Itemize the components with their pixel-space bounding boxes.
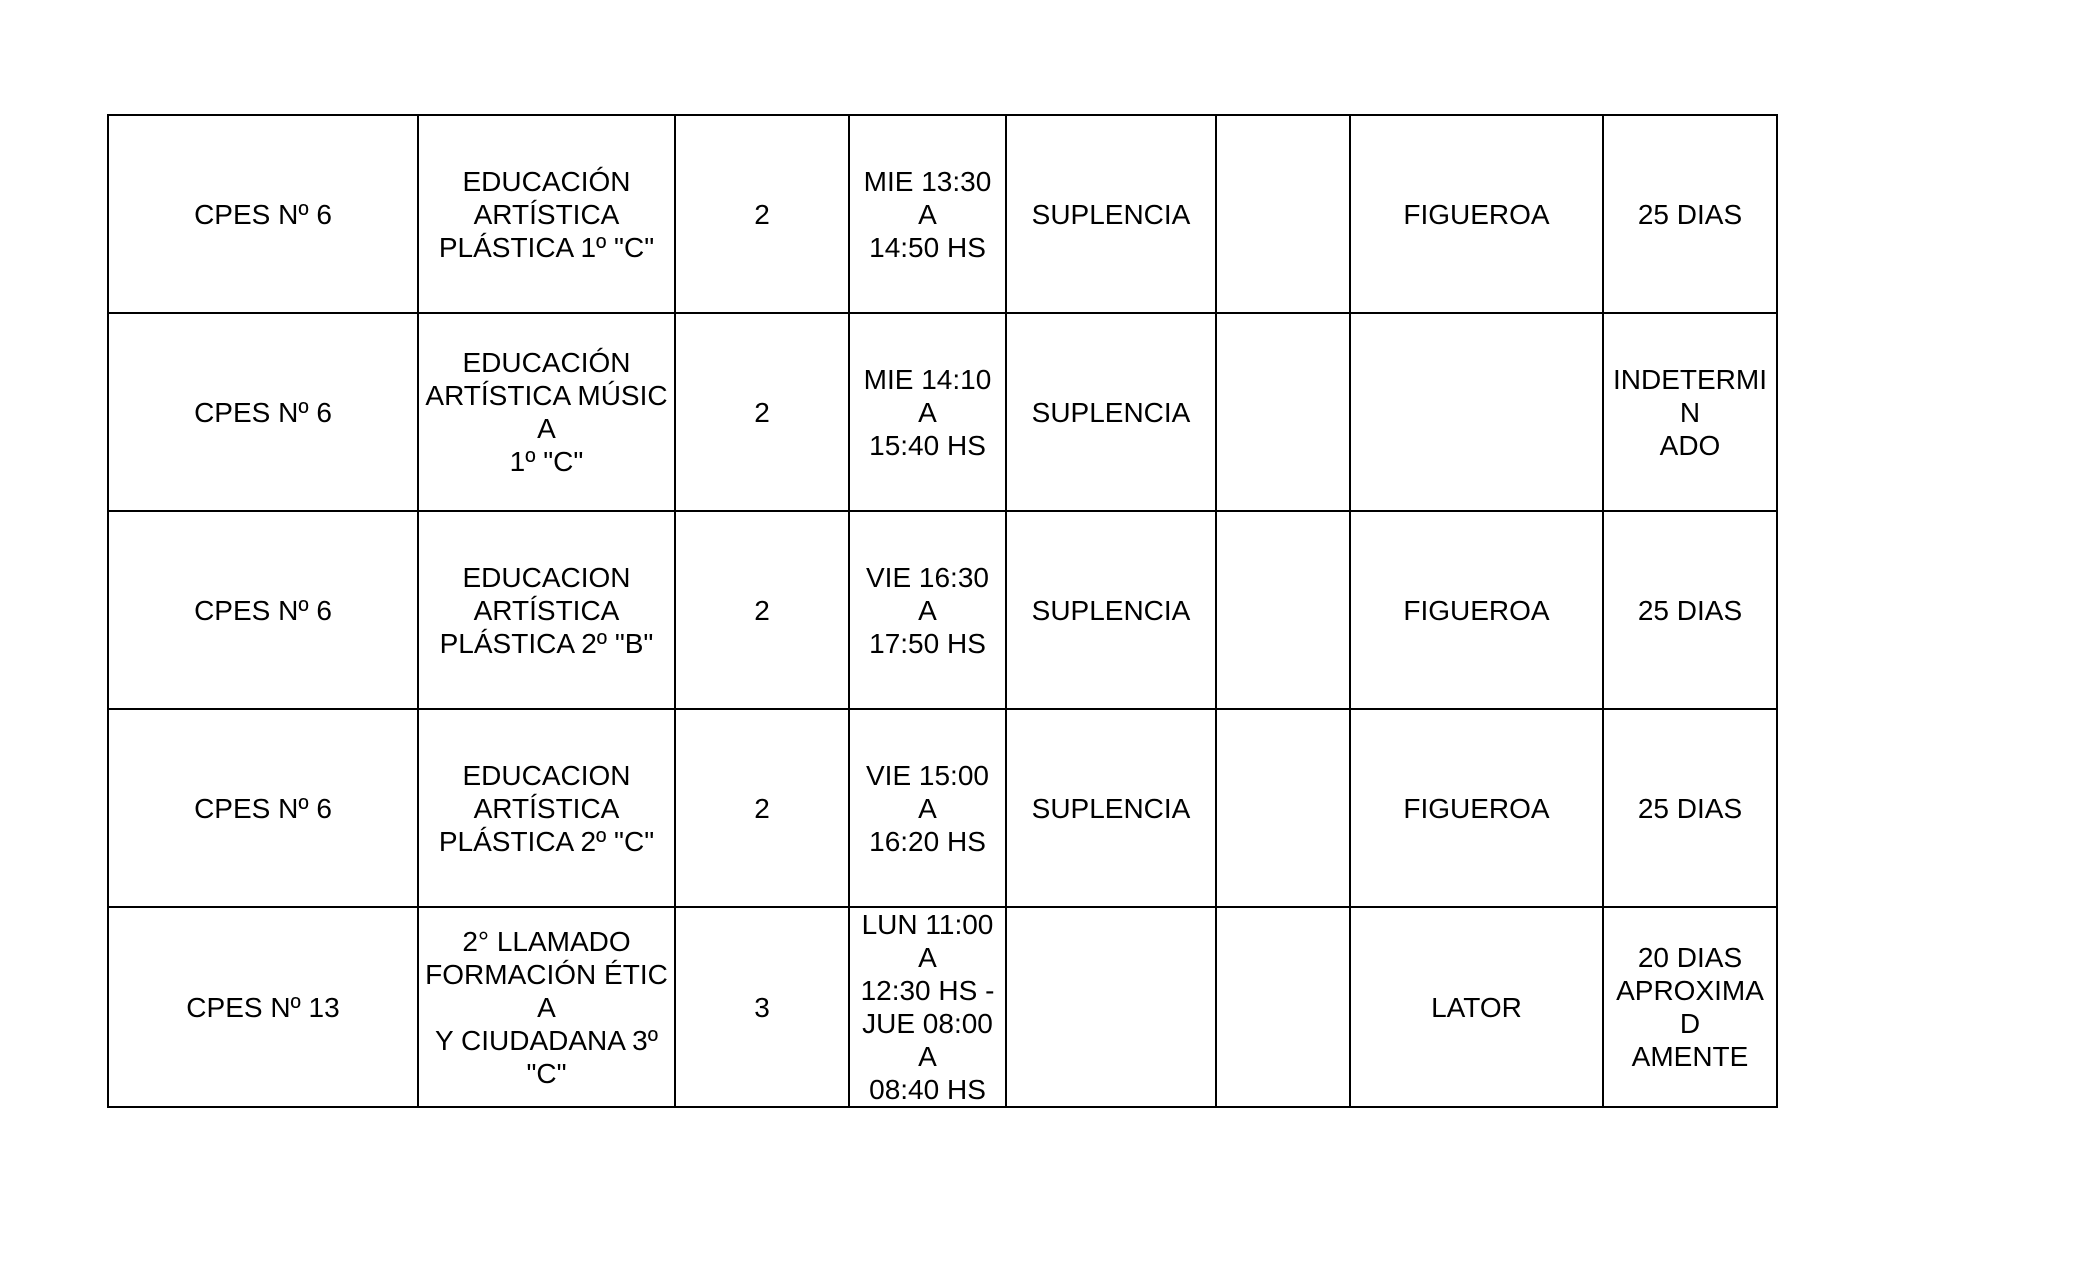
hours-cell: 2 [675,313,849,511]
hours-cell: 2 [675,511,849,709]
blank-cell [1216,709,1350,907]
school-cell: CPES Nº 6 [108,115,418,313]
type-cell: SUPLENCIA [1006,511,1216,709]
teacher-cell: FIGUEROA [1350,709,1603,907]
school-cell: CPES Nº 13 [108,907,418,1107]
duration-cell: 25 DIAS [1603,511,1777,709]
duration-cell: INDETERMIN ADO [1603,313,1777,511]
blank-cell [1216,511,1350,709]
teacher-cell: FIGUEROA [1350,511,1603,709]
table-row [108,115,1777,313]
table-row [108,313,1777,511]
teacher-cell [1350,313,1603,511]
school-cell: CPES Nº 6 [108,709,418,907]
table-row [108,907,1777,1107]
blank-cell [1216,907,1350,1107]
school-cell: CPES Nº 6 [108,511,418,709]
blank-cell [1216,115,1350,313]
hours-cell: 3 [675,907,849,1107]
subject-cell: 2° LLAMADO FORMACIÓN ÉTICA Y CIUDADANA 3º "C" [418,907,675,1107]
subject-cell: EDUCACION ARTÍSTICA PLÁSTICA 2º "B" [418,511,675,709]
hours-cell: 2 [675,115,849,313]
schedule-cell: VIE 16:30 A 17:50 HS [849,511,1006,709]
vacancy-table [107,114,1778,1108]
teacher-cell: FIGUEROA [1350,115,1603,313]
teacher-cell: LATOR [1350,907,1603,1107]
subject-cell: EDUCACIÓN ARTÍSTICA PLÁSTICA 1º "C" [418,115,675,313]
blank-cell [1216,313,1350,511]
subject-cell: EDUCACIÓN ARTÍSTICA MÚSICA 1º "C" [418,313,675,511]
duration-cell: 25 DIAS [1603,709,1777,907]
type-cell: SUPLENCIA [1006,313,1216,511]
type-cell: SUPLENCIA [1006,115,1216,313]
type-cell [1006,907,1216,1107]
duration-cell: 25 DIAS [1603,115,1777,313]
schedule-cell: LUN 11:00 A 12:30 HS - JUE 08:00 A 08:40 HS [849,907,1006,1107]
type-cell: SUPLENCIA [1006,709,1216,907]
table-row [108,709,1777,907]
duration-cell: 20 DIAS APROXIMAD AMENTE [1603,907,1777,1107]
schedule-cell: VIE 15:00 A 16:20 HS [849,709,1006,907]
schedule-cell: MIE 14:10 A 15:40 HS [849,313,1006,511]
school-cell: CPES Nº 6 [108,313,418,511]
subject-cell: EDUCACION ARTÍSTICA PLÁSTICA 2º "C" [418,709,675,907]
table-row [108,511,1777,709]
schedule-cell: MIE 13:30 A 14:50 HS [849,115,1006,313]
hours-cell: 2 [675,709,849,907]
